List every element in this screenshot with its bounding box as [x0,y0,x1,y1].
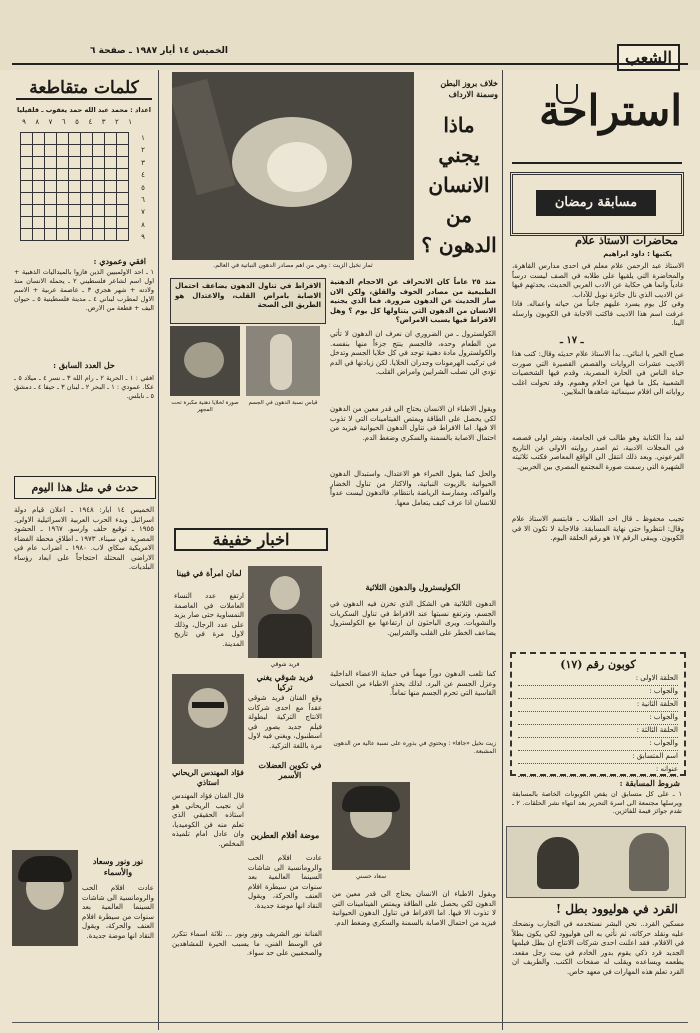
khafifa-item-body: ارتفع عدد النساء العاملات في العاصمة النمساوية حتى صار يزيد على عدد الرجال، وذلك لاول مرة في تاريخ المدينة. [174,592,244,648]
dohoun-body: ويقول الاطباء ان الانسان يحتاج الى قدر معين من الدهون لكي يحصل على الطاقة ويمتص الفيتامينات التي لا تذوب الا فيها. اما الافراط في تناول الدهون الحيوانية فيزيد من احتمال الاصابة بالسمنة والسكري وضغط الدم. [332,890,496,927]
dohoun-body: ويقول الاطباء ان الانسان يحتاج الى قدر معين من الدهون لكي يحصل على الطاقة ويمتص الفيتامينات التي لا تذوب الا فيها. اما الافراط في تناول الدهون الحيوانية فيزيد من احتمال الاصابة بالسمنة والسكري وضغط الدم. [330,405,496,442]
istiraha-title: استراحة [539,86,682,135]
khafifa-item-title: موضة أفلام العطرين [250,830,320,840]
nour-photo [12,850,78,946]
dohoun-subhead: الكوليسترول والدهون الثلاثية [365,582,461,592]
istiraha-rule [512,162,682,164]
footer-rule [12,1022,688,1023]
crossword-col-numbers: ١ ٢ ٣ ٤ ٥ ٦ ٧ ٨ ٩ [22,118,132,126]
monkey-title: القرد في هوليوود بطل ! [555,902,678,916]
crossword-clues: ١ ـ احد الاولمبيين الذين فازوا بالميداليات الذهبية + اول اسم لشاعر فلسطيني ٢ ـ يحمله الانسان منذ ولادته + شهر هجري ٣ ـ عاصمة عربية + الاسم الاول لمطرب لبناني ٤ ـ مدينة فلسطينية ٥ ـ حيوان اليف + قطعة من الارض. [14,268,154,312]
palm-fruit-photo [172,72,414,260]
coupon-field: الحلقة الثالثة : [518,726,678,738]
istiraha-body: صباح الخير يا ابنائي.. بدأ الاستاذ علام حديثه وقال: كتب هذا الاديب عشرات الروايات والقصص القصيرة التي صورت حياة الناس في الحارة المصرية، وقدم فيها الشخصيات الشعبية بكل ما فيها من احلام وهموم. وقد تحولت اغلب رواياته الى افلام سينمائية شاهدها الملايين. [512,350,684,396]
farid-shawki-photo [248,566,322,658]
lecture-title: محاضرات الاستاذ علام [575,234,678,247]
palm-photo-caption: ثمار نخيل الزيت : وهي من اهم مصادر الدهون النباتية في العالم. [213,262,373,269]
dohoun-body: الكولسترول ـ من الضروري ان نعرف ان الدهون لا تأتي من الطعام وحده، فالجسم ينتج جزءاً منها بنفسه. والكولسترول مادة دهنية توجد في كل خلايا الجسم وتدخل في تركيب الهرمونات وجدران الخلايا. لكن زيادتها في الدم تؤدي الى تصلب الشرايين وامراض القلب. [330,330,496,376]
khafifa-item-body: عادت افلام الحب والرومانسية الى شاشات السينما العالمية بعد سنوات من سيطرة افلام العنف والحركة، ويقول النقاد انها موضة جديدة. [248,854,322,910]
date-line: الخميس ١٤ أيار ١٩٨٧ ـ صفحة ٦ [90,46,228,56]
dohoun-title: ماذا يجني الانسان من الدهون ؟ [421,113,497,257]
dohoun-body: كما تلعب الدهون دوراً مهماً في حماية الاعضاء الداخلية وعزل الجسم عن البرد. لذلك يحذر الاطباء من الحميات القاسية التي تحرم الجسم منها تماماً. [330,670,496,697]
coupon-field: والجواب : [518,713,678,725]
istiraha-body: تجيب محفوظ ـ قال احد الطلاب ـ فابتسم الاستاذ علام وقال: انتظروا حتى نهاية المسابقة. فالاجابة لا تكون الا في الكوبون. ويبقى الرقم ١٧ هو رقم الحلقة اليوم. [512,515,684,542]
khafifa-title: اخبار خفيفة [174,528,328,551]
crossword-title: كلمات متقاطعة [16,78,152,100]
woman-figure [629,833,669,891]
coupon-field: عنوانه : [518,765,678,777]
nour-title: نور ونور وسعاد والأسماء [92,856,144,877]
coupon-field: الحلقة الاولى : [518,674,678,686]
khafifa-item-body: الفنانة نور الشريف ونور ونور ... ثلاثة اسماء تتكرر في الوسط الفني، ما يسبب الحيرة للمشاهدين والصحفيين على حد سواء. [172,930,322,957]
farid-shawki-caption: فريد شوقي [270,661,300,668]
dohoun-subhead: في تكوين العضلات الأسمر [258,760,322,780]
crossword-prev: افقي : ١ ـ الحرية ٢ ـ رام الله ٣ ـ نسر ٤ ـ ميلاد ٥ ـ عكا. عمودي : ١ ـ البحر ٢ ـ لبنان ٣ ـ حيفا ٤ ـ دمشق ٥ ـ نابلس. [14,374,154,400]
coupon-title: كوبون رقم (١٧) [560,658,636,671]
coupon-field: والجواب : [518,687,678,699]
header-rule [12,63,688,65]
monkey-figure [537,837,579,889]
coupon-box [510,652,686,776]
history-title: حدث في مثل هذا اليوم [14,476,156,499]
lecture-author: يكتبها : داود ابراهيم [603,250,672,258]
khafifa-item-body: وقع الفنان فريد شوقي عقداً مع احدى شركات الانتاج التركية لبطولة فيلم جديد يصور في اسطنبول، ويغني فيه لاول مرة باللغة التركية. [248,694,322,750]
soad-hosny-caption: سعاد حسني [355,873,387,880]
conditions-text: ١ ـ على كل متسابق ان يقص الكوبونات الخاصة بالمسابقة ويرسلها مجتمعة الى اسرة التحرير بعد انتهاء نشر الحلقات. ٢ ـ تقدم جوائز قيمة للفائزين. [512,790,682,815]
khafifa-item-title: فؤاد المهندس الريحاني استاذي [172,768,244,787]
dohoun-body: الدهون الثلاثية هي الشكل الذي تخزن فيه الدهون في الجسم، وترتفع نسبتها عند الافراط في تناول السكريات والنشويات. ويرى الباحثون ان ارتفاعها مع الكولسترول يضاعف الخطر على القلب والشرايين. [330,600,496,637]
crossword-prev-title: حل العدد السابق : [53,360,115,370]
crossword-author: اعداد : محمد عبد الله حمد يعقوب ـ قلقيليا [16,106,152,114]
nour-body: عادت افلام الحب والرومانسية الى شاشات السينما العالمية بعد سنوات من سيطرة افلام العنف والحركة، ويقول النقاد انها موضة جديدة. [82,884,154,940]
fat-cells-photo [170,326,240,396]
paper-name: الشعب [617,44,680,71]
history-body: الخميس ١٤ ايار: ١٩٤٨ ـ اعلان قيام دولة اسرائيل وبدء الحرب العربية الاسرائيلية الاولى. ١٩٥٥ ـ توقيع حلف وارسو. ١٩٦٧ ـ الحشود المصرية في سيناء. ١٩٧٣ ـ اطلاق محطة الفضاء الامريكية سكاي لاب. ١٩٨٠ ـ اضراب عام في الاراضي المحتلة احتجاجاً على ابعاد رؤساء البلديات. [14,506,155,571]
coffee-cup-icon [556,84,578,104]
monkey-photo [506,826,686,898]
body-fat-caption: قياس نسبة الدهون في الجسم [248,400,318,406]
masthead [0,0,700,70]
monkey-body: مسكين القرد.. نحن البشر نستخدمه في التجارب ونضحك عليه ونقلد حركاته، ثم نأتي به الى هوليوود لكي يكون بطلاً في الافلام. فقد اعلنت احدى شركات الانتاج ان بطل فيلمها الجديد قرد ذكي يقوم بدور الخادم في بيت رجل مقعد، يطعمه ويساعده ويقلب له صفحات الكتب. والطريف ان القرد تعلم هذه المهارات في معهد خاص. [512,920,684,976]
conditions-title: شروط المسابقة : [619,778,680,788]
coupon-field: والجواب : [518,739,678,751]
istiraha-body: الاستاذ عبد الرحمن علام معلم في احدى مدارس القاهرة، والمحاضرة التي يلقيها على طلابه في الصف ليست درساً عادياً وانما هي حكاية عن الادب العربي الحديث، يحدثهم فيها عن الاديب الذي نال جائزة نوبل للآداب. [512,262,684,299]
fat-cells-caption: صورة لخلايا دهنية مكبرة تحت المجهر [171,400,239,413]
khafifa-item-title: فريد شوقي يغني تركيا [256,672,314,692]
episode-number: ـ ١٧ ـ [560,335,584,346]
pullquote: الافراط في تناول الدهون يضاعف احتمال الاصابة بامراض القلب، والاعتدال هو الطريق الى الصحة [175,282,321,309]
fouad-mohandes-photo [172,674,244,764]
body-fat-photo [246,326,320,396]
dohoun-body: والحل كما يقول الخبراء هو الاعتدال، واستبدال الدهون الحيوانية بالزيوت النباتية، والاكثار من تناول الخضار والفواكه، وممارسة الرياضة بانتظام. فالدهون ليست عدواً للانسان اذا عرف كيف يتعامل معها. [330,470,496,507]
coupon-field: اسم المتسابق : [518,752,678,764]
istiraha-body: وفي كل يوم يسرد عليهم جانباً من حياته واعماله. فاذا عرفت اسم هذا الاديب فاكتب الاجابة في الكوبون وارسله الينا. [512,300,684,327]
crossword-row-numbers: ١ ٢ ٣ ٤ ٥ ٦ ٧ ٨ ٩ [141,134,145,242]
column-divider [502,70,503,1030]
coupon-field: الحلقة الثانية : [518,700,678,712]
dohoun-photo-caption: زيت نخيل «جافا» : ويحتوي في بذوره على نسبة عالية من الدهون المشبعة. [333,740,496,755]
istiraha-body: لقد بدأ الكتابة وهو طالب في الجامعة، ونشر اولى قصصه في المجلات الادبية، ثم اصدر روايته الاولى عن التاريخ الفرعوني. وبعد ذلك انتقل الى الواقع المعاصر فكتب ثلاثيته الشهيرة التي رسمت صورة المجتمع المصري بين الحربين. [512,434,684,471]
khafifa-item-title: لمان امرأة في فيينا [176,568,242,578]
crossword-clues-title: افقي وعمودي : [93,256,146,266]
soad-hosny-photo [332,782,410,870]
pullquote-box [170,278,326,324]
dohoun-kicker: خلاف بروز البطن وسمنة الارداف [440,78,498,99]
contest-title: مسابقة رمضان [536,190,656,216]
khafifa-item-body: قال الفنان فؤاد المهندس ان نجيب الريحاني هو استاذه الحقيقي الذي تعلم منه فن الكوميديا، وان عادل امام تلميذه المخلص. [172,792,244,848]
dohoun-lead: منذ ٢٥ عاماً كان الانحراف عن الاحجام الدهنية الطبيعية من مصادر الخوف والقلق، ولكن الان صار الحديث عن الدهون ضرورة. فما الذي يجنيه الانسان من الدهون التي يتناولها كل يوم ؟ وهل الافراط فيها يسبب الامراض؟ [330,278,497,324]
column-divider [158,70,159,1030]
crossword-grid[interactable] [20,132,129,241]
